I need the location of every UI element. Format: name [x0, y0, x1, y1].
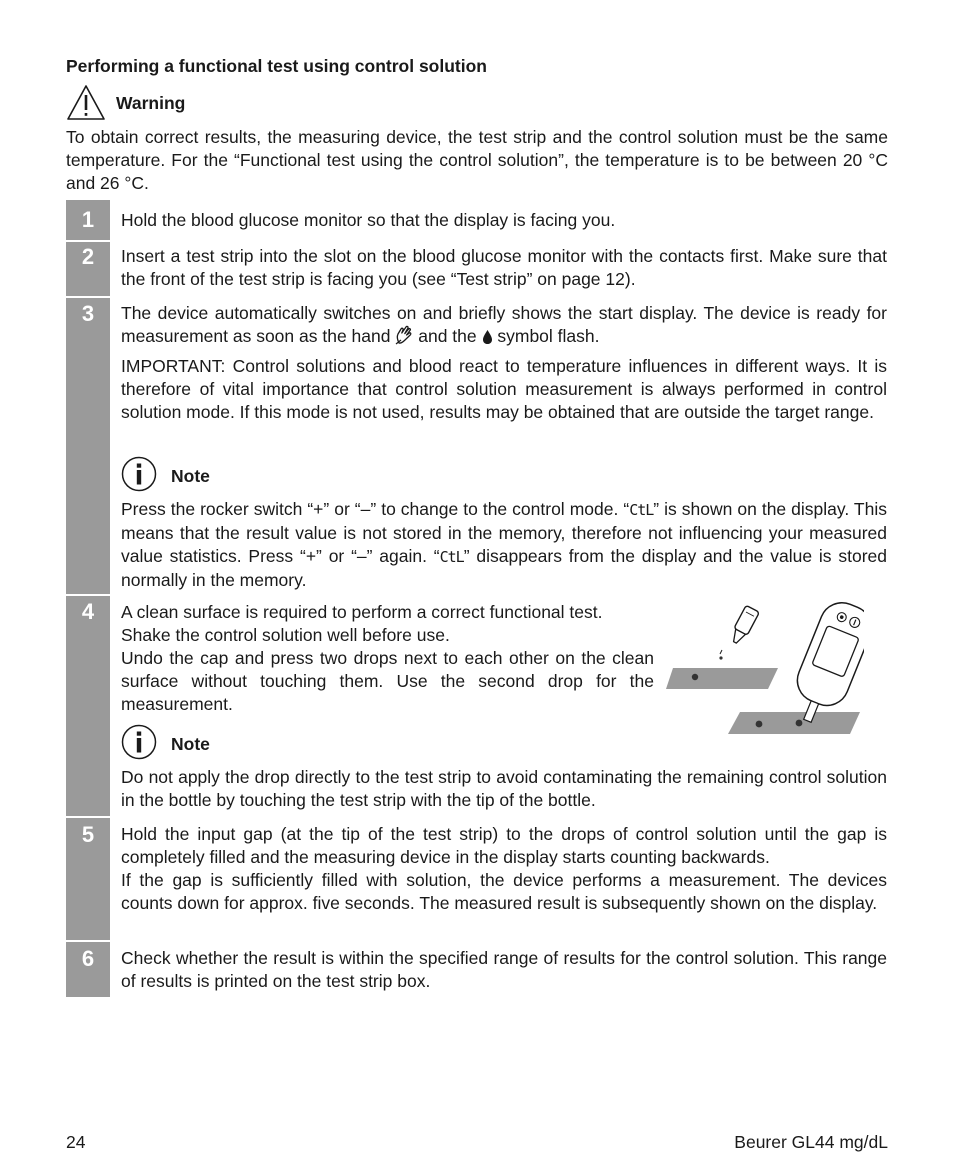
- step-number-3: 3: [81, 301, 95, 326]
- page-number: 24: [66, 1132, 86, 1152]
- step-3-text-c: symbol flash.: [497, 326, 600, 346]
- step-3-note-title: Note: [171, 466, 210, 486]
- step-4-note-title: Note: [171, 734, 210, 754]
- step-5-text: Hold the input gap (at the tip of the test strip) to the drops of control solution until the gap is completely filled and the measuring device in the display starts counting backwards.: [121, 824, 887, 867]
- info-note-icon: [121, 724, 157, 760]
- step-number-1: 1: [81, 207, 95, 232]
- step-separator: [66, 816, 110, 818]
- drop-icon: [482, 329, 493, 345]
- warning-text: To obtain correct results, the measuring device, the test strip and the control solution must be the same temperature. For the “Functional test using the control solution”, the temperature is to be between 20 °C and 26 °C.: [66, 127, 888, 193]
- step-4-line-2: Shake the control solution well before use.: [121, 625, 450, 645]
- step-number-5: 5: [81, 822, 95, 847]
- step-6-text: Check whether the result is within the specified range of results for the control solution. This range of results is printed on the test strip box.: [121, 948, 887, 991]
- step-3-text-b: and the: [418, 326, 477, 346]
- note-text-c: ” disappears from the display and the value is stored normally in the memory.: [121, 546, 887, 590]
- step-number-6: 6: [81, 946, 95, 971]
- step-3-note-text: [121, 498, 887, 592]
- step-separator: [66, 594, 110, 596]
- warning-triangle-icon: [66, 84, 106, 122]
- note-text-b: ” is shown on the display. This means that the result value is not stored in the memory, therefore not influencing your measured value statistics. Press “+” or “–” again. “: [121, 499, 887, 566]
- step-number-4: 4: [81, 599, 95, 624]
- step-4-line-3: Undo the cap and press two drops next to each other on the clean surface without touching them. Use the second drop for the measurement.: [121, 648, 654, 714]
- step-number-2: 2: [81, 244, 95, 269]
- step-3-text-a: The device automatically switches on and briefly shows the start display. The device is ready for measurement as soon as the hand: [121, 303, 887, 346]
- control-solution-illustration: [664, 600, 864, 740]
- info-note-icon: [121, 456, 157, 492]
- step-4-note-text: Do not apply the drop directly to the test strip to avoid contaminating the remaining control solution in the bottle by touching the test strip with the tip of the bottle.: [121, 767, 887, 810]
- step-2-text: Insert a test strip into the slot on the blood glucose monitor with the contacts first. Make sure that the front of the test strip is facing you (see “Test strip” on page 12).: [121, 246, 887, 289]
- hand-icon: [395, 325, 413, 345]
- note-text-a: Press the rocker switch “+” or “–” to change to the control mode. “: [121, 499, 630, 519]
- step-1-text: Hold the blood glucose monitor so that the display is facing you.: [121, 210, 616, 230]
- step-separator: [66, 296, 110, 298]
- step-5-text-2: If the gap is sufficiently filled with solution, the device performs a measurement. The devices counts down for approx. five seconds. The measured result is subsequently shown on the display.: [121, 870, 887, 913]
- ctl-display-symbol: CtL: [439, 548, 464, 566]
- step-separator: [66, 240, 110, 242]
- step-3-important: IMPORTANT: Control solutions and blood react to temperature influences in different ways. It is therefore of vital importance that control solution measurement is always performed in control solution mode. If this mode is not used, results may be obtained that are outside the target range.: [121, 356, 887, 422]
- section-heading: Performing a functional test using control solution: [66, 56, 487, 76]
- step-3-text: [121, 302, 887, 348]
- warning-title: Warning: [116, 93, 186, 113]
- ctl-display-symbol: CtL: [629, 501, 654, 519]
- step-4-line-1: A clean surface is required to perform a correct functional test.: [121, 602, 603, 622]
- product-name: Beurer GL44 mg/dL: [734, 1132, 888, 1152]
- step-separator: [66, 940, 110, 942]
